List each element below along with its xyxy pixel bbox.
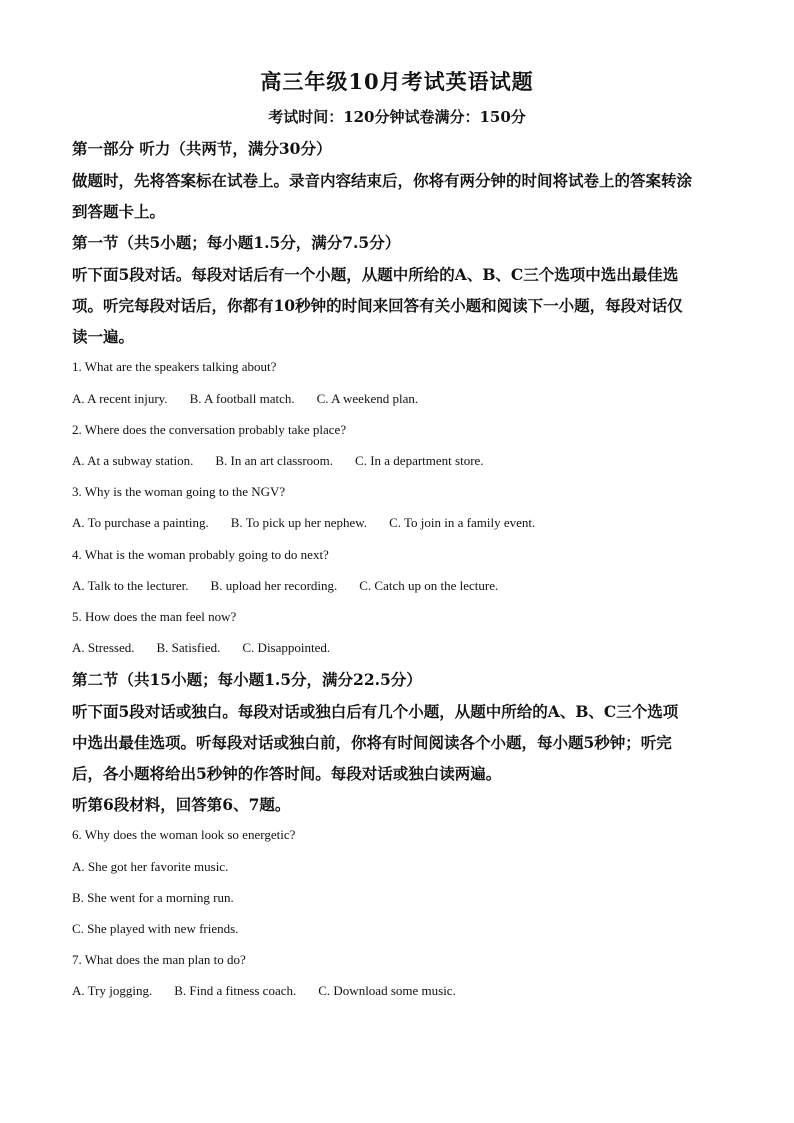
- option: B. Satisfied.: [156, 640, 221, 655]
- part1-heading: 第一部分 听力（共两节，满分30分）: [72, 139, 332, 158]
- option: B. She went for a morning run.: [72, 890, 234, 905]
- question-options: [72, 576, 732, 596]
- section2-heading: 第二节（共15小题；每小题1.5分，满分22.5分）: [72, 670, 422, 689]
- option: B. upload her recording.: [210, 578, 338, 593]
- page-title: 高三年级10月考试英语试题: [260, 69, 534, 94]
- question-options: [72, 513, 732, 533]
- option: B. In an art classroom.: [215, 453, 334, 468]
- section1-instruction-line: 读一遍。: [72, 327, 135, 346]
- option: B. Find a fitness coach.: [174, 983, 297, 998]
- question-options: [72, 638, 732, 658]
- option: C. To join in a family event.: [389, 515, 536, 530]
- option: C. Disappointed.: [242, 640, 331, 655]
- option: A. At a subway station.: [72, 453, 194, 468]
- section2-instruction-line: 听下面5段对话或独白。每段对话或独白后有几个小题，从题中所给的A、B、C三个选项: [72, 702, 679, 721]
- option: A. A recent injury.: [72, 391, 168, 406]
- option: A. Try jogging.: [72, 983, 153, 998]
- option: C. In a department store.: [355, 453, 484, 468]
- material-heading: 听第6段材料，回答第6、7题。: [72, 795, 291, 814]
- question-text: 3. Why is the woman going to the NGV?: [72, 484, 286, 499]
- question-text: 2. Where does the conversation probably take place?: [72, 422, 347, 437]
- part1-instruction-line: 到答题卡上。: [72, 202, 166, 221]
- section1-instruction-line: 听下面5段对话。每段对话后有一个小题，从题中所给的A、B、C三个选项中选出最佳选: [72, 265, 679, 284]
- option: C. Download some music.: [318, 983, 456, 998]
- option: B. To pick up her nephew.: [230, 515, 368, 530]
- question-options: [72, 451, 732, 471]
- option: B. A football match.: [189, 391, 295, 406]
- section1-heading: 第一节（共5小题；每小题1.5分，满分7.5分）: [72, 233, 401, 252]
- question-text: 5. How does the man feel now?: [72, 609, 237, 624]
- option: A. Talk to the lecturer.: [72, 578, 189, 593]
- option: C. A weekend plan.: [316, 391, 419, 406]
- question-text: 4. What is the woman probably going to do next?: [72, 547, 329, 562]
- section2-instruction-line: 后，各小题将给出5秒钟的作答时间。每段对话或独白读两遍。: [72, 764, 502, 783]
- option: A. Stressed.: [72, 640, 135, 655]
- question-text: 7. What does the man plan to do?: [72, 952, 246, 967]
- part1-instruction-line: 做题时，先将答案标在试卷上。录音内容结束后，你将有两分钟的时间将试卷上的答案转涂: [72, 171, 693, 190]
- question-text: 1. What are the speakers talking about?: [72, 359, 277, 374]
- option: A. She got her favorite music.: [72, 859, 229, 874]
- section2-instruction-line: 中选出最佳选项。听每段对话或独白前，你将有时间阅读各个小题，每小题5秒钟；听完: [72, 733, 672, 752]
- question-options: [72, 389, 732, 409]
- question-text: 6. Why does the woman look so energetic?: [72, 827, 296, 842]
- exam-info: 考试时间：120分钟试卷满分：150分: [268, 108, 526, 126]
- option: C. Catch up on the lecture.: [359, 578, 499, 593]
- section1-instruction-line: 项。听完每段对话后，你都有10秒钟的时间来回答有关小题和阅读下一小题，每段对话仅: [72, 296, 683, 315]
- option: C. She played with new friends.: [72, 921, 239, 936]
- question-options: [72, 981, 732, 1001]
- option: A. To purchase a painting.: [72, 515, 209, 530]
